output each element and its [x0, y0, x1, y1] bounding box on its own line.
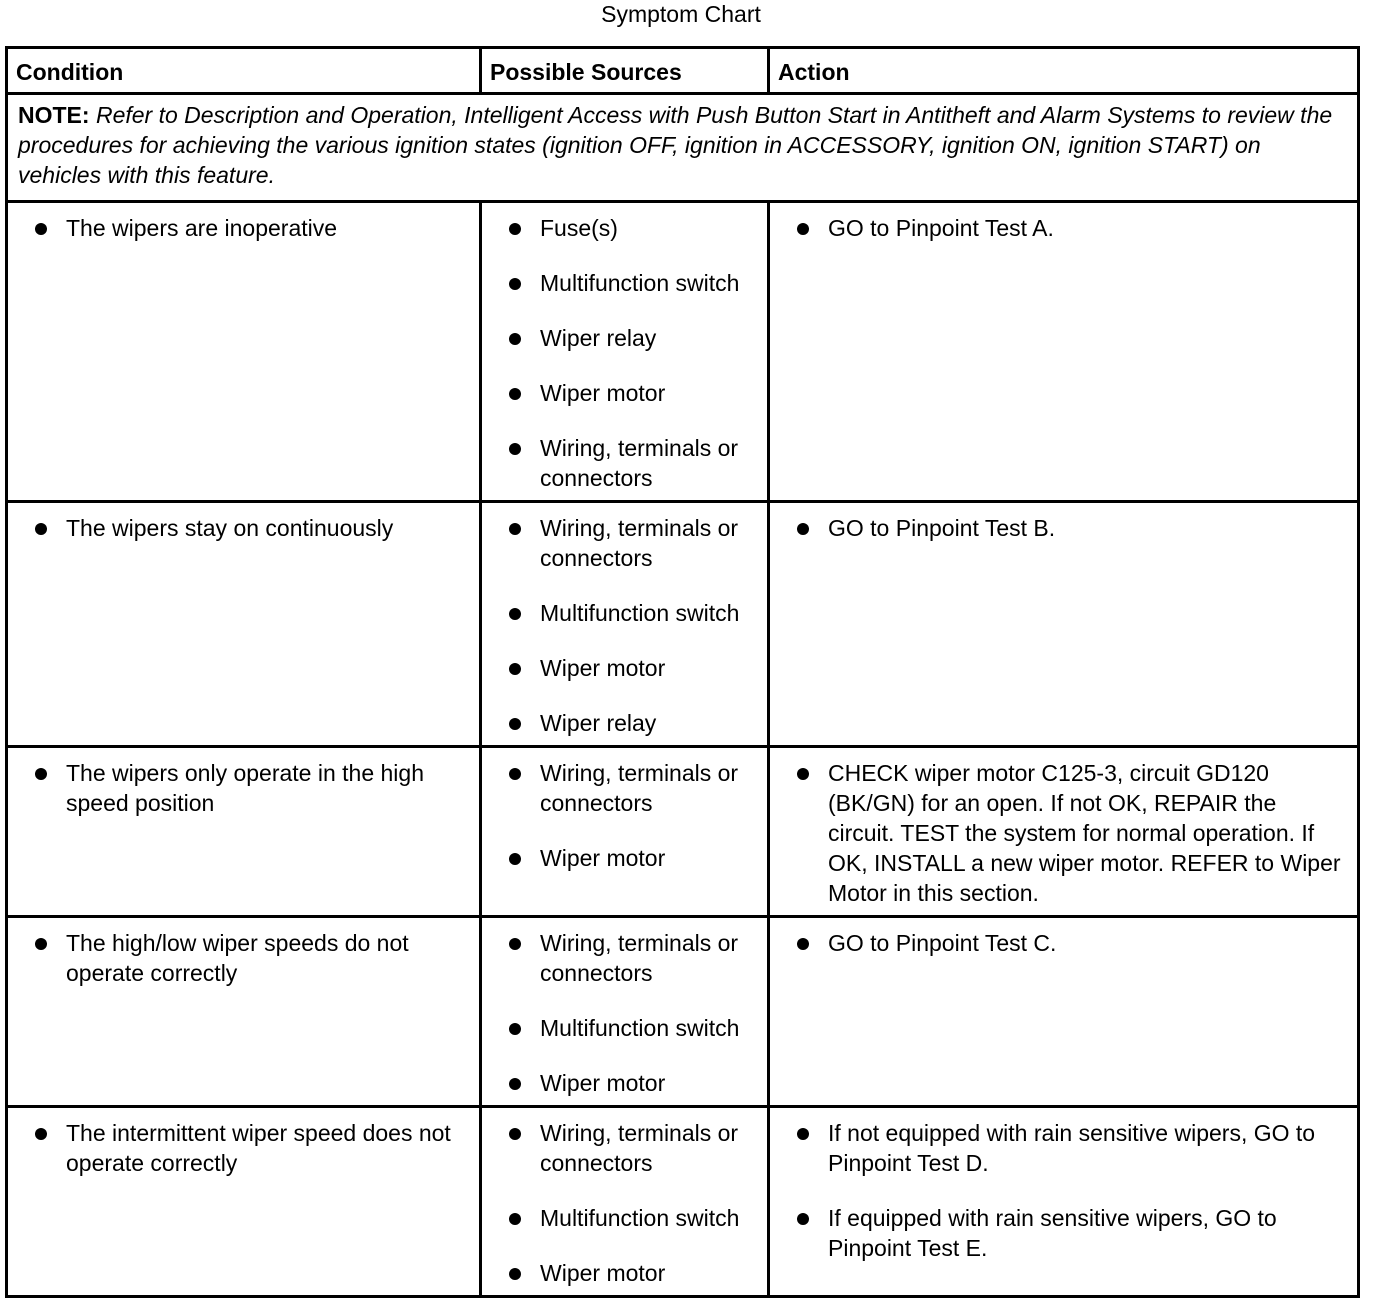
bullet-icon: [35, 223, 47, 235]
list-item-text: The wipers only operate in the high speed position: [66, 760, 424, 816]
possible-sources-cell-list: [482, 203, 767, 500]
list-item-text: CHECK wiper motor C125-3, circuit GD120 (BK/GN) for an open. If not OK, REPAIR the circuit. TEST the system for normal operation. If OK, INSTALL a new wiper motor. REFER to Wiper Motor in this section.: [828, 760, 1341, 906]
action-cell: [769, 202, 1359, 502]
list-item-text: Multifunction switch: [540, 1015, 740, 1041]
note-cell: [7, 94, 1359, 202]
header-action: Action: [769, 48, 1359, 94]
possible-sources-cell-list: [482, 503, 767, 745]
action-cell-list: [770, 503, 1357, 550]
list-item-text: The high/low wiper speeds do not operate correctly: [66, 930, 409, 986]
list-item: [770, 513, 1347, 543]
possible-sources-cell-list: [482, 748, 767, 880]
list-item: [482, 1258, 757, 1288]
bullet-icon: [797, 938, 809, 950]
list-item: [482, 323, 757, 353]
list-item-text: Wiring, terminals or connectors: [540, 435, 739, 491]
list-item-text: Multifunction switch: [540, 270, 740, 296]
list-item: [8, 758, 469, 818]
list-item-text: Wiring, terminals or connectors: [540, 760, 739, 816]
header-row: [7, 48, 1359, 94]
action-cell: [769, 1107, 1359, 1297]
bullet-icon: [35, 768, 47, 780]
action-cell-list: [770, 1108, 1357, 1270]
list-item: [482, 708, 757, 738]
bullet-icon: [509, 1023, 521, 1035]
list-item-text: The intermittent wiper speed does not operate correctly: [66, 1120, 451, 1176]
list-item-text: Wiring, terminals or connectors: [540, 930, 739, 986]
list-item-text: GO to Pinpoint Test C.: [828, 930, 1057, 956]
possible-sources-cell-list: [482, 1108, 767, 1295]
possible-sources-cell: [481, 1107, 769, 1297]
symptom-chart-table: [5, 46, 1360, 1298]
action-cell-list: [770, 748, 1357, 915]
bullet-icon: [797, 1213, 809, 1225]
condition-cell-list: [8, 503, 479, 550]
bullet-icon: [509, 223, 521, 235]
bullet-icon: [35, 1128, 47, 1140]
list-item-text: If not equipped with rain sensitive wipers, GO to Pinpoint Test D.: [828, 1120, 1316, 1176]
bullet-icon: [509, 663, 521, 675]
condition-cell-list: [8, 203, 479, 250]
bullet-icon: [509, 443, 521, 455]
list-item-text: GO to Pinpoint Test A.: [828, 215, 1054, 241]
list-item-text: Wiper motor: [540, 655, 666, 681]
list-item: [482, 1013, 757, 1043]
list-item: [482, 433, 757, 493]
bullet-icon: [509, 938, 521, 950]
bullet-icon: [509, 1078, 521, 1090]
list-item-text: Multifunction switch: [540, 600, 740, 626]
list-item-text: Fuse(s): [540, 215, 618, 241]
list-item-text: Wiper motor: [540, 380, 666, 406]
condition-cell-list: [8, 1108, 479, 1185]
list-item: [8, 213, 469, 243]
list-item: [770, 1203, 1347, 1263]
list-item-text: Wiper relay: [540, 325, 657, 351]
symptom-row: [7, 1107, 1359, 1297]
action-cell-list: [770, 918, 1357, 965]
header-condition: Condition: [7, 48, 481, 94]
bullet-icon: [509, 388, 521, 400]
action-cell: [769, 502, 1359, 747]
bullet-icon: [797, 523, 809, 535]
bullet-icon: [797, 223, 809, 235]
possible-sources-cell: [481, 502, 769, 747]
list-item-text: Wiper motor: [540, 1070, 666, 1096]
list-item-text: Wiper motor: [540, 845, 666, 871]
list-item-text: The wipers stay on continuously: [66, 515, 394, 541]
symptom-row: [7, 202, 1359, 502]
list-item: [482, 928, 757, 988]
list-item-text: Wiper motor: [540, 1260, 666, 1286]
action-cell-list: [770, 203, 1357, 250]
condition-cell: [7, 747, 481, 917]
bullet-icon: [35, 523, 47, 535]
list-item-text: If equipped with rain sensitive wipers, GO to Pinpoint Test E.: [828, 1205, 1277, 1261]
condition-cell-list: [8, 748, 479, 825]
bullet-icon: [797, 1128, 809, 1140]
list-item: [482, 598, 757, 628]
list-item: [482, 513, 757, 573]
list-item: [770, 928, 1347, 958]
list-item-text: Wiring, terminals or connectors: [540, 515, 739, 571]
list-item: [482, 843, 757, 873]
list-item: [482, 653, 757, 683]
list-item: [770, 1118, 1347, 1178]
bullet-icon: [509, 523, 521, 535]
header-possible-sources: Possible Sources: [481, 48, 769, 94]
bullet-icon: [509, 718, 521, 730]
list-item: [482, 213, 757, 243]
bullet-icon: [509, 278, 521, 290]
note-text: Refer to Description and Operation, Intelligent Access with Push Button Start in Antitheft and Alarm Systems to review the procedures for achieving the various ignition states (ignition OFF, ignition in ACCESSORY, ignition ON, ignition START) on vehicles with this feature.: [18, 102, 1333, 188]
list-item: [770, 213, 1347, 243]
list-item: [482, 378, 757, 408]
list-item: [482, 758, 757, 818]
bullet-icon: [509, 608, 521, 620]
bullet-icon: [509, 768, 521, 780]
possible-sources-cell: [481, 747, 769, 917]
list-item: [8, 1118, 469, 1178]
list-item-text: GO to Pinpoint Test B.: [828, 515, 1056, 541]
possible-sources-cell: [481, 917, 769, 1107]
bullet-icon: [509, 853, 521, 865]
bullet-icon: [509, 1268, 521, 1280]
action-cell: [769, 917, 1359, 1107]
list-item: [482, 1203, 757, 1233]
condition-cell-list: [8, 918, 479, 995]
possible-sources-cell: [481, 202, 769, 502]
condition-cell: [7, 917, 481, 1107]
list-item: [770, 758, 1347, 908]
list-item: [482, 268, 757, 298]
symptom-row: [7, 747, 1359, 917]
list-item-text: Wiring, terminals or connectors: [540, 1120, 739, 1176]
list-item: [482, 1118, 757, 1178]
bullet-icon: [509, 1128, 521, 1140]
action-cell: [769, 747, 1359, 917]
bullet-icon: [509, 1213, 521, 1225]
condition-cell: [7, 502, 481, 747]
list-item: [8, 513, 469, 543]
chart-title: Symptom Chart: [601, 1, 761, 27]
possible-sources-cell-list: [482, 918, 767, 1105]
symptom-row: [7, 917, 1359, 1107]
bullet-icon: [509, 333, 521, 345]
list-item-text: Multifunction switch: [540, 1205, 740, 1231]
condition-cell: [7, 1107, 481, 1297]
note-row: [7, 94, 1359, 202]
list-item: [8, 928, 469, 988]
list-item-text: The wipers are inoperative: [66, 215, 338, 241]
note-label: NOTE:: [18, 102, 90, 128]
bullet-icon: [797, 768, 809, 780]
bullet-icon: [35, 938, 47, 950]
list-item-text: Wiper relay: [540, 710, 657, 736]
symptom-row: [7, 502, 1359, 747]
condition-cell: [7, 202, 481, 502]
list-item: [482, 1068, 757, 1098]
